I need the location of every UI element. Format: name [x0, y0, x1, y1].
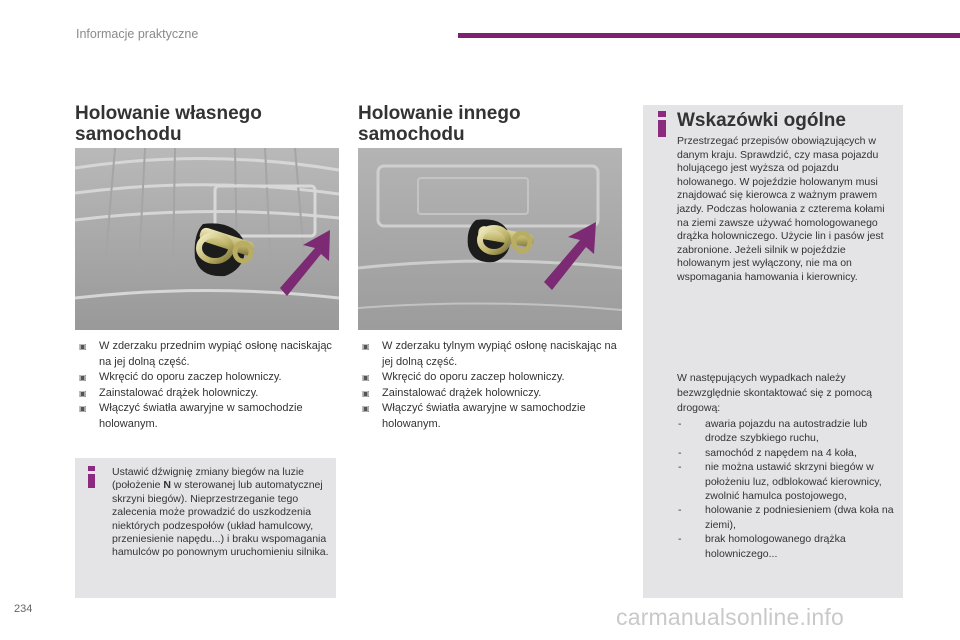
list-item: - samochód z napędem na 4 koła,	[677, 446, 899, 460]
list-item: ▣ W zderzaku przednim wypiąć osłonę naciskając na jej dolną część.	[75, 339, 339, 370]
header-section-title: Informacje praktyczne	[76, 27, 199, 41]
watermark: carmanualsonline.info	[616, 604, 844, 630]
note-text-before: Ustawić dźwignię zmiany biegów na luzie (położenie	[112, 466, 305, 492]
list-item: - holowanie z podniesieniem (dwa koła na ziemi),	[677, 503, 899, 532]
neutral-gear-note	[75, 458, 336, 598]
other-vehicle-title	[358, 103, 521, 145]
own-vehicle-steps	[75, 339, 339, 432]
general-tips-title: Wskazówki ogólne	[677, 110, 846, 131]
own-vehicle-title-line1: Holowanie własnego	[75, 103, 262, 124]
list-item: ▣ Zainstalować drążek holowniczy.	[358, 386, 622, 402]
other-vehicle-title-line1: Holowanie innego	[358, 103, 521, 124]
own-vehicle-title	[75, 103, 262, 145]
list-item: - brak homologowanego drążka holowniczego...	[677, 532, 899, 561]
list-item: ▣ Włączyć światła awaryjne w samochodzie holowanym.	[75, 401, 339, 432]
info-icon	[654, 111, 670, 137]
roadside-assistance-cases	[677, 417, 899, 561]
list-item: ▣ W zderzaku tylnym wypiąć osłonę naciskając na jej dolną część.	[358, 339, 622, 370]
list-item: - nie można ustawić skrzyni biegów w położeniu luz, odblokować kierownicy, zwolnić hamulca postojowego,	[677, 460, 899, 503]
other-vehicle-title-line2: samochodu	[358, 124, 465, 145]
roadside-assistance-intro: W następujących wypadkach należy bezwzględnie skontaktować się z pomocą drogową:	[677, 372, 872, 414]
note-text-after: w sterowanej lub automatycznej skrzyni biegów). Nieprzestrzeganie tego zalecenia może prowadzić do uszkodzenia niektórych podzespołów (układ hamulcowy, przeniesienie napędu...) i braku wspomagania hamulców po ponownym uruchomieniu silnika.	[112, 479, 329, 559]
front-bumper-photo	[75, 148, 339, 330]
general-tips-paragraph: Przestrzegać przepisów obowiązujących w danym kraju. Sprawdzić, czy masa pojazdu holującego jest wyższa od pojazdu holowanego. W pojeździe holowanym musi znajdować się kierowca z ważnym prawem jazdy. Podczas holowania z czterema kołami na ziemi zawsze używać homologowanego drążka holowniczego. Użycie lin i pasów jest zabronione. Jeżeli silnik w pojeździe holowanym jest wyłączony, nie ma on wspomagania hamowania i kierownicy.	[677, 135, 885, 283]
rear-bumper-photo	[358, 148, 622, 330]
list-item: ▣ Włączyć światła awaryjne w samochodzie holowanym.	[358, 401, 622, 432]
list-item: ▣ Wkręcić do oporu zaczep holowniczy.	[75, 370, 339, 386]
general-tips-box	[643, 105, 903, 598]
list-item: ▣ Wkręcić do oporu zaczep holowniczy.	[358, 370, 622, 386]
header-accent-bar	[458, 33, 960, 38]
list-item: - awaria pojazdu na autostradzie lub drodze szybkiego ruchu,	[677, 417, 899, 446]
neutral-gear-note-text	[112, 466, 332, 560]
info-icon	[85, 466, 99, 488]
neutral-position-label: N	[163, 479, 171, 492]
list-item: ▣ Zainstalować drążek holowniczy.	[75, 386, 339, 402]
other-vehicle-steps	[358, 339, 622, 432]
page-number: 234	[14, 603, 33, 615]
own-vehicle-title-line2: samochodu	[75, 124, 182, 145]
